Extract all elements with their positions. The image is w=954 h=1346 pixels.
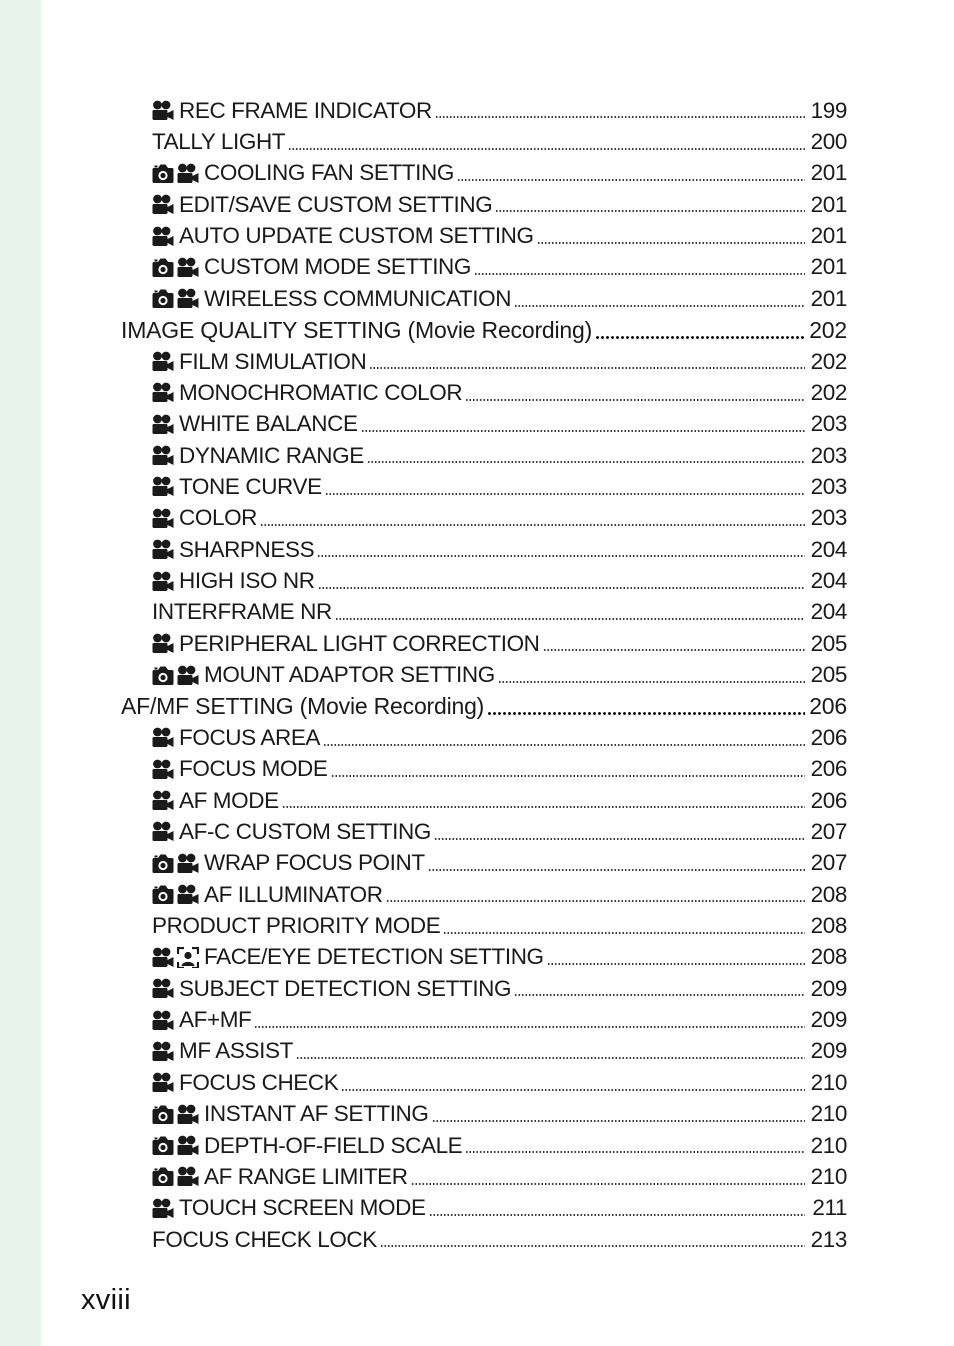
entry-icons (152, 382, 174, 403)
entry-icons (152, 571, 174, 592)
dot-leader (547, 963, 805, 965)
entry-title: WIRELESS COMMUNICATION (204, 285, 512, 311)
dot-leader (380, 1245, 805, 1247)
entry-page-number: 203 (810, 473, 847, 499)
dot-leader (457, 179, 805, 181)
camera-icon (152, 163, 174, 184)
entry-page-number: 200 (810, 129, 847, 155)
dot-leader (543, 649, 805, 651)
entry-page-number: 210 (810, 1132, 847, 1158)
toc-entry[interactable] (152, 283, 847, 314)
entry-icons (152, 257, 199, 278)
movie-icon (177, 257, 199, 278)
dot-leader (369, 367, 805, 369)
movie-icon (177, 1104, 199, 1125)
entry-icons (152, 1072, 174, 1093)
movie-icon (152, 759, 174, 780)
dot-leader (317, 555, 805, 557)
entry-title: HIGH ISO NR (179, 568, 315, 594)
movie-icon (152, 414, 174, 435)
movie-icon (152, 445, 174, 466)
toc-entry[interactable] (152, 722, 847, 753)
entry-page-number: 201 (810, 191, 847, 217)
dot-leader (465, 1151, 805, 1153)
entry-title: DEPTH-OF-FIELD SCALE (204, 1132, 463, 1158)
entry-title: EDIT/SAVE CUSTOM SETTING (179, 191, 493, 217)
entry-title: INSTANT AF SETTING (204, 1101, 429, 1127)
dot-leader (386, 900, 805, 902)
page-number: xviii (81, 1284, 131, 1316)
toc-entry[interactable] (152, 1036, 847, 1067)
movie-icon (177, 884, 199, 905)
entry-icons (152, 1198, 174, 1219)
entry-page-number: 210 (810, 1163, 847, 1189)
toc-entry[interactable] (152, 754, 847, 785)
camera-icon (152, 853, 174, 874)
entry-icons (152, 163, 199, 184)
entry-page-number: 211 (812, 1195, 847, 1221)
entry-page-number: 204 (810, 536, 847, 562)
movie-icon (152, 194, 174, 215)
entry-icons (152, 853, 199, 874)
toc-entry[interactable] (152, 816, 847, 847)
entry-page-number: 202 (810, 379, 847, 405)
entry-title: INTERFRAME NR (152, 599, 332, 625)
movie-icon (152, 1041, 174, 1062)
entry-title: TONE CURVE (179, 473, 322, 499)
entry-icons (152, 194, 174, 215)
toc-entry[interactable] (152, 409, 847, 440)
entry-page-number: 203 (810, 505, 847, 531)
movie-icon (152, 382, 174, 403)
movie-icon (152, 351, 174, 372)
entry-title: COOLING FAN SETTING (204, 160, 454, 186)
dot-leader (323, 744, 805, 746)
entry-page-number: 206 (810, 787, 847, 813)
toc-entry[interactable] (152, 471, 847, 502)
entry-page-number: 204 (810, 599, 847, 625)
dot-leader (325, 493, 805, 495)
entry-title: FOCUS MODE (179, 756, 328, 782)
entry-title: COLOR (179, 505, 258, 531)
entry-icons (152, 1166, 199, 1187)
movie-icon (152, 790, 174, 811)
entry-title: AF/MF SETTING (Movie Recording) (121, 693, 485, 719)
dot-leader (288, 148, 805, 150)
entry-icons (152, 978, 174, 999)
toc-entry[interactable] (152, 1130, 847, 1161)
dot-leader (465, 399, 805, 401)
entry-icons (152, 1104, 199, 1125)
entry-page-number: 208 (810, 944, 847, 970)
entry-page-number: 210 (810, 1069, 847, 1095)
entry-page-number: 207 (810, 850, 847, 876)
dot-leader (429, 1214, 805, 1216)
toc-entry[interactable] (152, 503, 847, 534)
entry-page-number: 199 (810, 97, 847, 123)
entry-icons (152, 226, 174, 247)
entry-page-number: 206 (810, 724, 847, 750)
entry-icons (152, 821, 174, 842)
toc-entry[interactable] (152, 879, 847, 910)
entry-title: MOUNT ADAPTOR SETTING (204, 662, 495, 688)
dot-leader (595, 336, 805, 339)
entry-title: FOCUS CHECK (179, 1069, 339, 1095)
entry-page-number: 209 (810, 975, 847, 1001)
entry-icons (152, 351, 174, 372)
movie-icon (177, 853, 199, 874)
entry-page-number: 208 (810, 881, 847, 907)
entry-title: FOCUS AREA (179, 724, 321, 750)
face-detection-icon (177, 947, 199, 968)
toc-entry[interactable] (152, 220, 847, 251)
entry-title: DYNAMIC RANGE (179, 442, 364, 468)
entry-icons (152, 445, 174, 466)
entry-page-number: 201 (810, 254, 847, 280)
camera-icon (152, 288, 174, 309)
entry-title: FOCUS CHECK LOCK (152, 1226, 377, 1252)
movie-icon (152, 633, 174, 654)
toc-entry[interactable] (152, 973, 847, 1004)
dot-leader (367, 461, 805, 463)
toc-entry[interactable] (152, 785, 847, 816)
dot-leader (428, 869, 805, 871)
entry-icons (152, 508, 174, 529)
entry-title: WRAP FOCUS POINT (204, 850, 425, 876)
dot-leader (474, 273, 805, 275)
entry-title: AF-C CUSTOM SETTING (179, 818, 431, 844)
movie-icon (152, 226, 174, 247)
camera-icon (152, 257, 174, 278)
dot-leader (341, 1089, 805, 1091)
toc-entry[interactable] (152, 346, 847, 377)
entry-page-number: 202 (810, 348, 847, 374)
movie-icon (152, 821, 174, 842)
entry-title: IMAGE QUALITY SETTING (Movie Recording) (121, 316, 593, 343)
entry-page-number: 205 (810, 662, 847, 688)
dot-leader (411, 1183, 805, 1185)
dot-leader (537, 242, 805, 244)
dot-leader (318, 587, 805, 589)
entry-page-number: 201 (810, 160, 847, 186)
entry-page-number: 203 (810, 442, 847, 468)
camera-icon (152, 884, 174, 905)
entry-page-number: 201 (810, 285, 847, 311)
entry-page-number: 201 (810, 223, 847, 249)
movie-icon (152, 1198, 174, 1219)
dot-leader (331, 775, 805, 777)
movie-icon (152, 1010, 174, 1031)
entry-page-number: 206 (810, 756, 847, 782)
entry-icons (152, 884, 199, 905)
entry-icons (152, 288, 199, 309)
entry-title: FACE/EYE DETECTION SETTING (204, 944, 544, 970)
entry-title: AF MODE (179, 787, 279, 813)
entry-page-number: 208 (810, 913, 847, 939)
entry-title: SHARPNESS (179, 536, 315, 562)
entry-title: MONOCHROMATIC COLOR (179, 379, 463, 405)
dot-leader (443, 932, 805, 934)
movie-icon (152, 1072, 174, 1093)
movie-icon (152, 476, 174, 497)
dot-leader (514, 994, 805, 996)
dot-leader (495, 210, 805, 212)
entry-icons (152, 414, 174, 435)
camera-icon (152, 665, 174, 686)
dot-leader (260, 524, 805, 526)
entry-icons (152, 1041, 174, 1062)
entry-title: MF ASSIST (179, 1038, 293, 1064)
dot-leader (361, 430, 805, 432)
entry-icons (152, 727, 174, 748)
movie-icon (177, 665, 199, 686)
toc-entry[interactable] (152, 158, 847, 189)
page-margin-strip (0, 0, 41, 1346)
movie-icon (152, 978, 174, 999)
dot-leader (335, 618, 805, 620)
toc-entry[interactable] (152, 628, 847, 659)
entry-page-number: 210 (810, 1101, 847, 1127)
toc-entry[interactable] (152, 942, 847, 973)
toc-entry[interactable] (152, 126, 847, 157)
toc-section-entry[interactable] (121, 691, 847, 722)
entry-page-number: 213 (810, 1226, 847, 1252)
entry-title: FILM SIMULATION (179, 348, 367, 374)
toc-entry[interactable] (152, 1161, 847, 1192)
entry-page-number: 206 (809, 693, 847, 719)
toc-entry[interactable] (152, 1224, 847, 1255)
entry-title: CUSTOM MODE SETTING (204, 254, 471, 280)
dot-leader (432, 1120, 806, 1122)
dot-leader (514, 305, 805, 307)
dot-leader (282, 806, 805, 808)
entry-title: AF+MF (179, 1007, 252, 1033)
toc-section-entry[interactable] (121, 315, 847, 346)
entry-page-number: 204 (810, 568, 847, 594)
entry-icons (152, 947, 199, 968)
entry-page-number: 209 (810, 1007, 847, 1033)
entry-title: SUBJECT DETECTION SETTING (179, 975, 512, 1001)
dot-leader (435, 116, 805, 118)
entry-icons (152, 1010, 174, 1031)
toc-entry[interactable] (152, 189, 847, 220)
toc-entry[interactable] (152, 534, 847, 565)
movie-icon (152, 947, 174, 968)
entry-title: TALLY LIGHT (152, 129, 286, 155)
entry-icons (152, 1135, 199, 1156)
camera-icon (152, 1104, 174, 1125)
entry-page-number: 207 (810, 818, 847, 844)
movie-icon (152, 727, 174, 748)
movie-icon (152, 100, 174, 121)
entry-icons (152, 633, 174, 654)
toc-entry[interactable] (152, 848, 847, 879)
dot-leader (434, 838, 805, 840)
toc-entry[interactable] (152, 1067, 847, 1098)
entry-page-number: 209 (810, 1038, 847, 1064)
toc-entry[interactable] (152, 659, 847, 690)
toc-entry[interactable] (152, 1099, 847, 1130)
toc-entry[interactable] (152, 252, 847, 283)
toc-entry[interactable] (152, 910, 847, 941)
movie-icon (177, 288, 199, 309)
toc-entry[interactable] (152, 597, 847, 628)
entry-title: AF RANGE LIMITER (204, 1163, 408, 1189)
entry-page-number: 203 (810, 411, 847, 437)
entry-page-number: 205 (810, 630, 847, 656)
movie-icon (177, 163, 199, 184)
entry-icons (152, 539, 174, 560)
entry-title: TOUCH SCREEN MODE (179, 1195, 426, 1221)
entry-title: PRODUCT PRIORITY MODE (152, 913, 441, 939)
entry-page-number: 202 (809, 316, 847, 343)
entry-title: REC FRAME INDICATOR (179, 97, 432, 123)
entry-icons (152, 100, 174, 121)
movie-icon (177, 1166, 199, 1187)
movie-icon (177, 1135, 199, 1156)
camera-icon (152, 1166, 174, 1187)
entry-icons (152, 476, 174, 497)
entry-title: AUTO UPDATE CUSTOM SETTING (179, 223, 534, 249)
dot-leader (498, 681, 805, 683)
dot-leader (296, 1057, 805, 1059)
toc-entry[interactable] (152, 95, 847, 126)
entry-title: AF ILLUMINATOR (204, 881, 383, 907)
toc-entry[interactable] (152, 1193, 847, 1224)
dot-leader (487, 712, 805, 715)
camera-icon (152, 1135, 174, 1156)
dot-leader (254, 1026, 805, 1028)
movie-icon (152, 571, 174, 592)
entry-icons (152, 665, 199, 686)
entry-icons (152, 790, 174, 811)
toc-entry[interactable] (152, 565, 847, 596)
entry-title: PERIPHERAL LIGHT CORRECTION (179, 630, 540, 656)
movie-icon (152, 539, 174, 560)
toc-entry[interactable] (152, 377, 847, 408)
toc-entry[interactable] (152, 440, 847, 471)
movie-icon (152, 508, 174, 529)
toc-entry[interactable] (152, 1004, 847, 1035)
entry-icons (152, 759, 174, 780)
entry-title: WHITE BALANCE (179, 411, 358, 437)
